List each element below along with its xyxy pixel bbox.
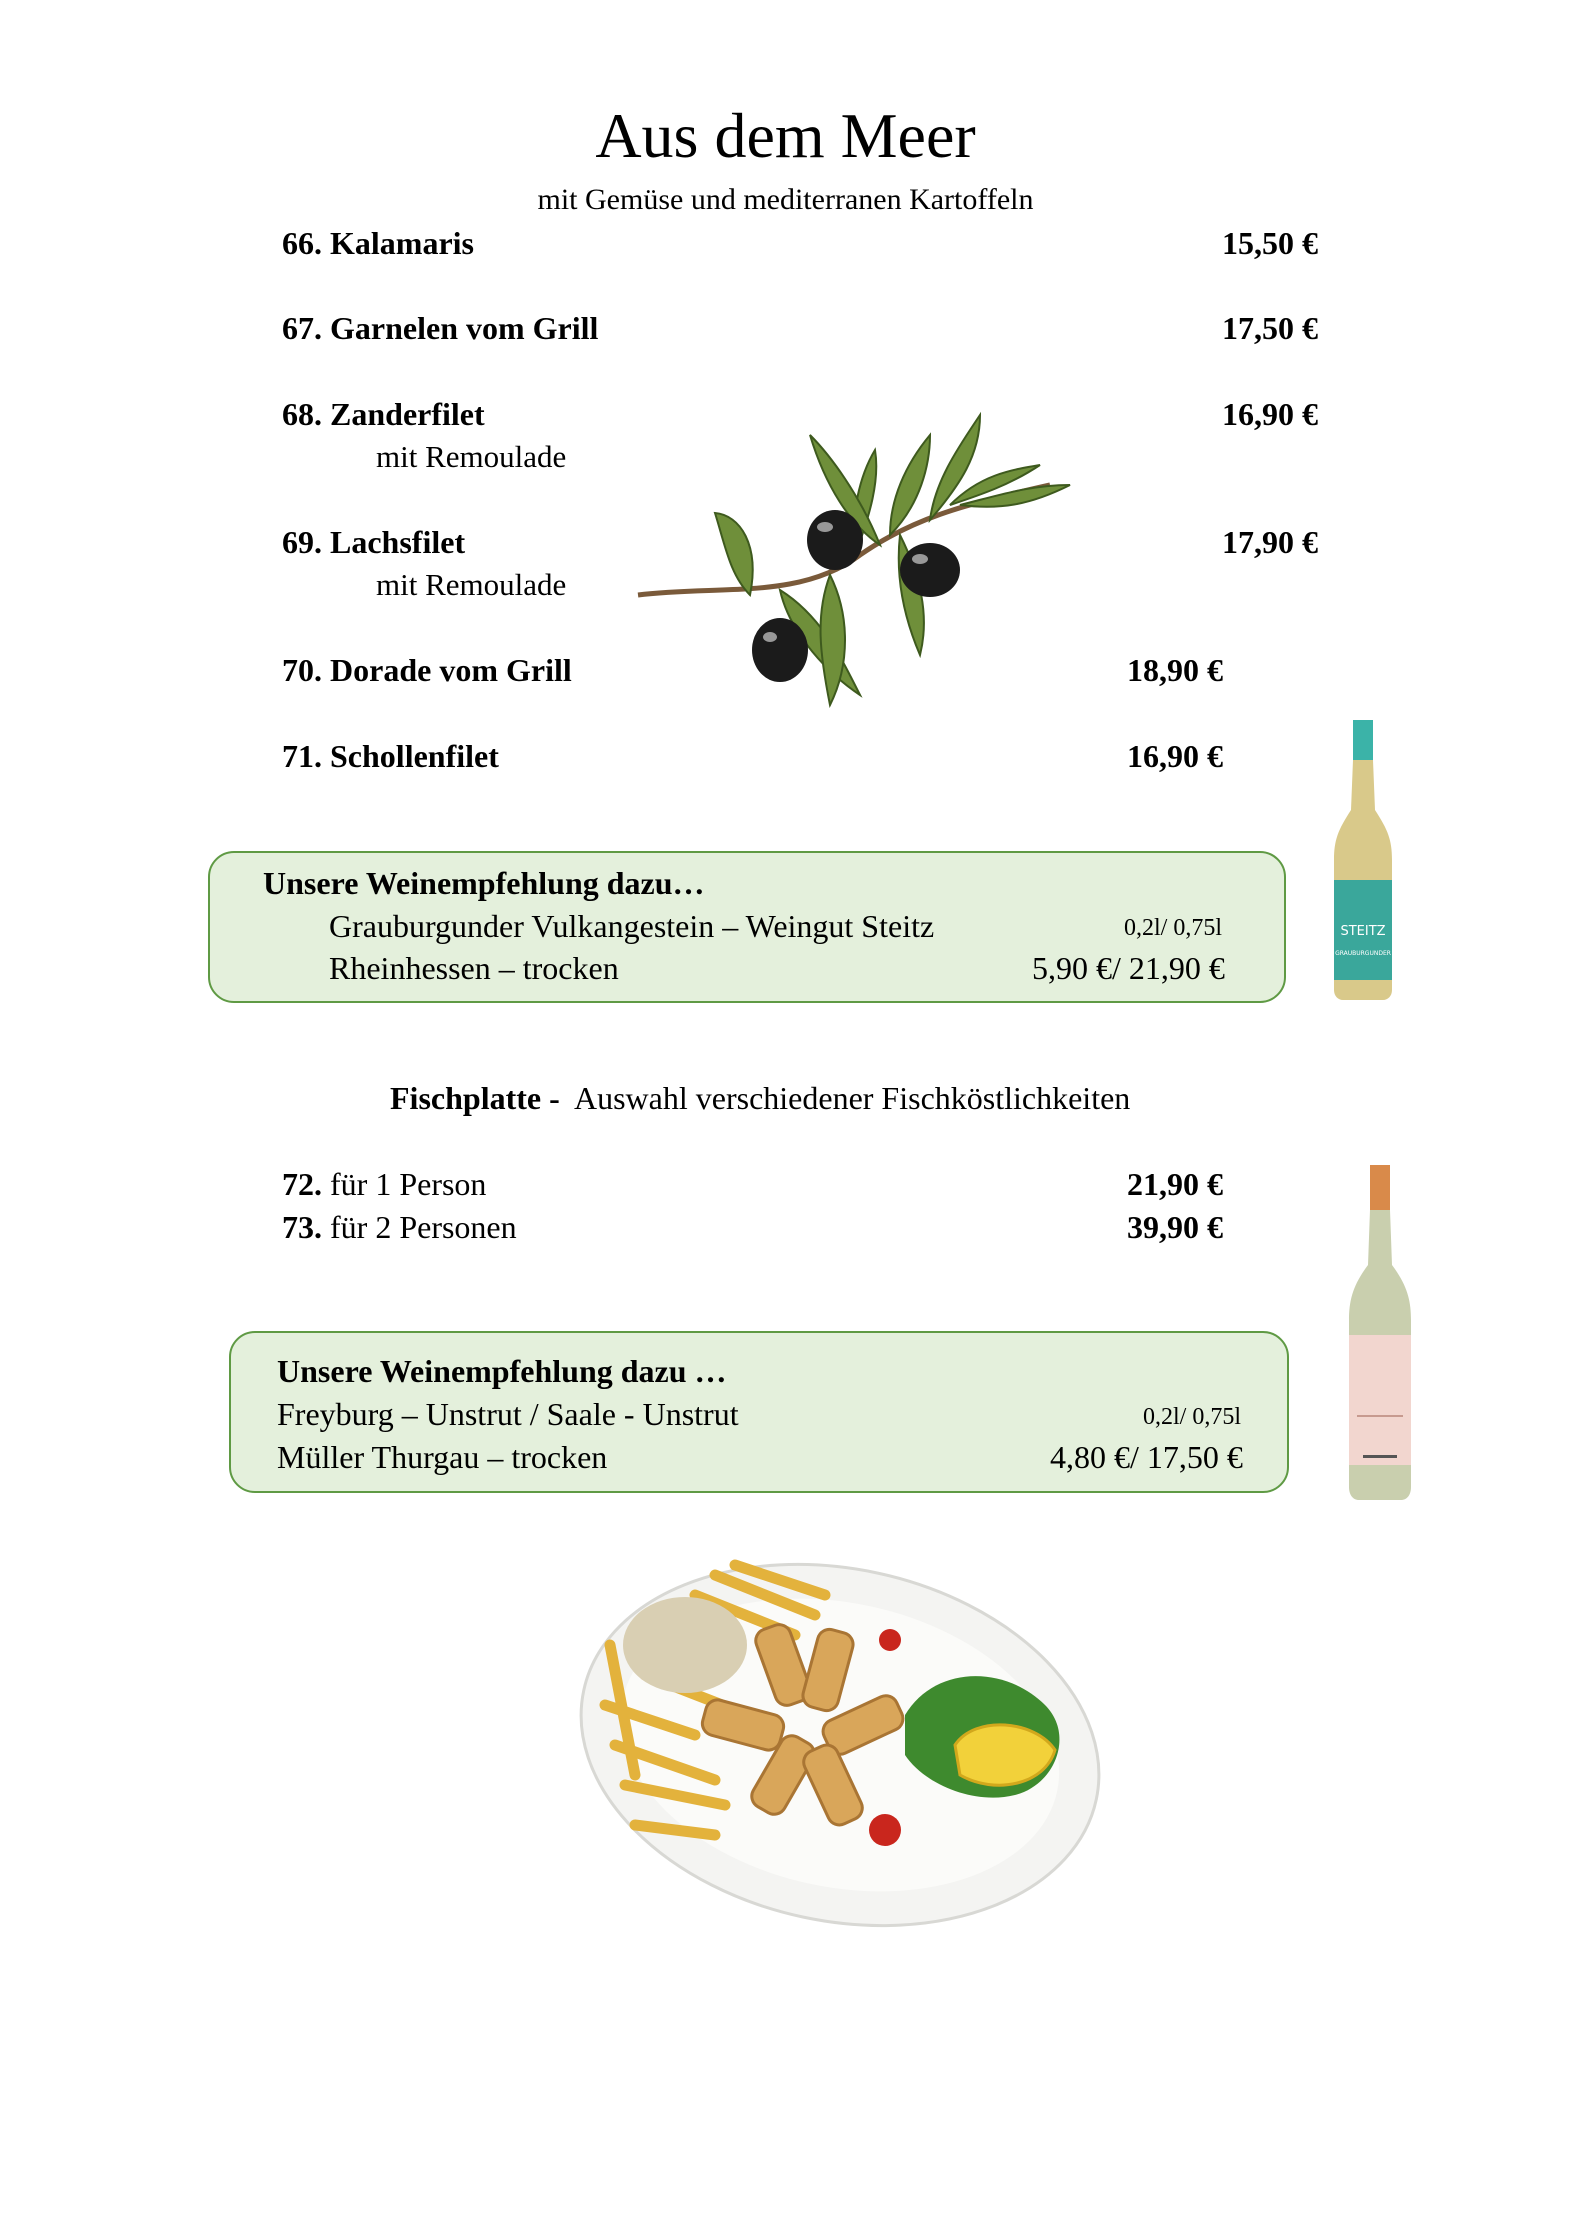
wine-region: Freyburg – Unstrut / Saale - Unstrut [277, 1396, 739, 1432]
item-price: 21,90 € [1127, 1166, 1223, 1202]
item-name: Lachsfilet [330, 524, 466, 560]
item-number: 70. [282, 652, 322, 688]
wine-sizes: 0,2l/ 0,75l [1124, 915, 1223, 941]
item-name: für 2 Personen [330, 1209, 517, 1245]
menu-item [282, 521, 465, 563]
item-price: 16,90 € [1222, 396, 1318, 432]
menu-item [282, 735, 499, 777]
item-number: 73. [282, 1209, 322, 1245]
menu-item [282, 222, 474, 264]
item-price: 39,90 € [1127, 1209, 1223, 1245]
item-name: Kalamaris [330, 225, 474, 261]
item-price: 15,50 € [1222, 225, 1318, 261]
item-number: 67. [282, 310, 322, 346]
menu-item [282, 1206, 517, 1248]
item-price: 17,90 € [1222, 524, 1318, 560]
bottle-sublabel: GRAUBURGUNDER [1335, 950, 1391, 957]
item-name: Dorade vom Grill [330, 652, 572, 688]
item-price: 18,90 € [1127, 652, 1223, 688]
item-number: 71. [282, 738, 322, 774]
item-name: Schollenfilet [330, 738, 499, 774]
page-title: Aus dem Meer [595, 100, 976, 171]
item-number: 66. [282, 225, 322, 261]
fischplatte-description: Auswahl verschiedener Fischköstlichkeiten [573, 1080, 1131, 1116]
wine-heading: Unsere Weinempfehlung dazu … [277, 1353, 727, 1389]
wine-sizes: 0,2l/ 0,75l [1143, 1404, 1242, 1430]
fischplatte-title: Fischplatte - [390, 1080, 560, 1116]
item-name: Zanderfilet [330, 396, 485, 432]
wine-region: Rheinhessen – trocken [329, 950, 619, 986]
menu-item [282, 307, 598, 349]
menu-item [282, 649, 572, 691]
olive-branch-illustration [630, 395, 1090, 725]
wine-prices: 5,90 €/ 21,90 € [1032, 950, 1225, 986]
item-number: 72. [282, 1166, 322, 1202]
item-note: mit Remoulade [376, 567, 567, 602]
menu-item [282, 1163, 486, 1205]
wine-bottle-steitz-image [1328, 720, 1398, 1000]
page-subtitle: mit Gemüse und mediterranen Kartoffeln [537, 183, 1034, 216]
bottle-label: STEITZ [1340, 924, 1386, 939]
item-price: 16,90 € [1127, 738, 1223, 774]
item-name: für 1 Person [330, 1166, 487, 1202]
wine-prices: 4,80 €/ 17,50 € [1050, 1439, 1243, 1475]
item-price: 17,50 € [1222, 310, 1318, 346]
item-note: mit Remoulade [376, 439, 567, 474]
fischplatte-heading [390, 1077, 1130, 1119]
wine-bottle-mueller-thurgau-image [1343, 1165, 1417, 1500]
wine-heading: Unsere Weinempfehlung dazu… [263, 865, 705, 901]
wine-name: Müller Thurgau – trocken [277, 1439, 608, 1475]
wine-name: Grauburgunder Vulkangestein – Weingut Steitz [329, 908, 935, 944]
item-name: Garnelen vom Grill [330, 310, 599, 346]
item-number: 68. [282, 396, 322, 432]
fish-platter-photo [575, 1535, 1115, 1935]
item-number: 69. [282, 524, 322, 560]
menu-item [282, 393, 485, 435]
